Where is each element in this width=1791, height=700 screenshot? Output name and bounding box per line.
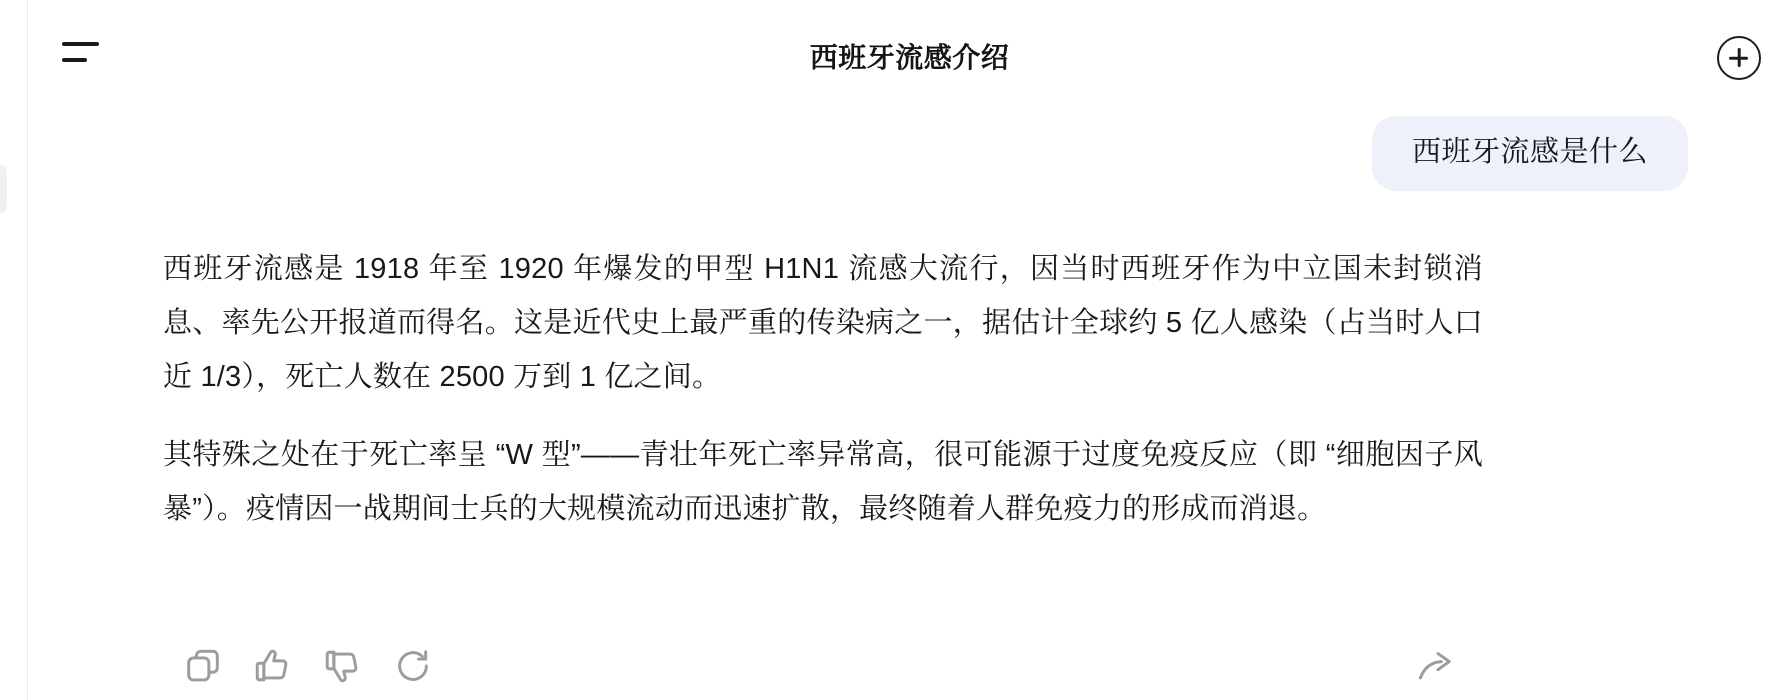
page-title: 西班牙流感介绍	[809, 42, 1010, 73]
conversation	[28, 112, 1791, 700]
user-message-row	[1372, 116, 1688, 191]
message-action-bar	[163, 644, 1483, 700]
chat-app	[28, 0, 1791, 700]
assistant-message	[163, 242, 1483, 536]
thumbs-down-icon[interactable]	[321, 644, 365, 688]
refresh-icon[interactable]	[391, 644, 435, 688]
drawer-handle[interactable]	[0, 165, 7, 213]
assistant-paragraph-1: 西班牙流感是 1918 年至 1920 年爆发的甲型 H1N1 流感大流行，因当时西班牙作为中立国未封锁消息、率先公开报道而得名。这是近代史上最严重的传染病之一，据估计全球约 5 亿人感染（占当时人口近 1/3），死亡人数在 2500 万到 1 亿之间。	[163, 253, 1483, 393]
share-icon[interactable]	[1413, 644, 1457, 688]
app-header	[28, 0, 1791, 112]
assistant-paragraph-2: 其特殊之处在于死亡率呈 “W 型”——青壮年死亡率异常高，很可能源于过度免疫反应（即 “细胞因子风暴”）。疫情因一战期间士兵的大规模流动而迅速扩散，最终随着人群免疫力的形成而消退。	[163, 439, 1483, 525]
copy-icon[interactable]	[181, 644, 225, 688]
left-edge-rail	[0, 0, 28, 700]
user-message-bubble: 西班牙流感是什么	[1372, 116, 1688, 191]
plus-circle-icon[interactable]	[1717, 36, 1761, 80]
thumbs-up-icon[interactable]	[251, 644, 295, 688]
